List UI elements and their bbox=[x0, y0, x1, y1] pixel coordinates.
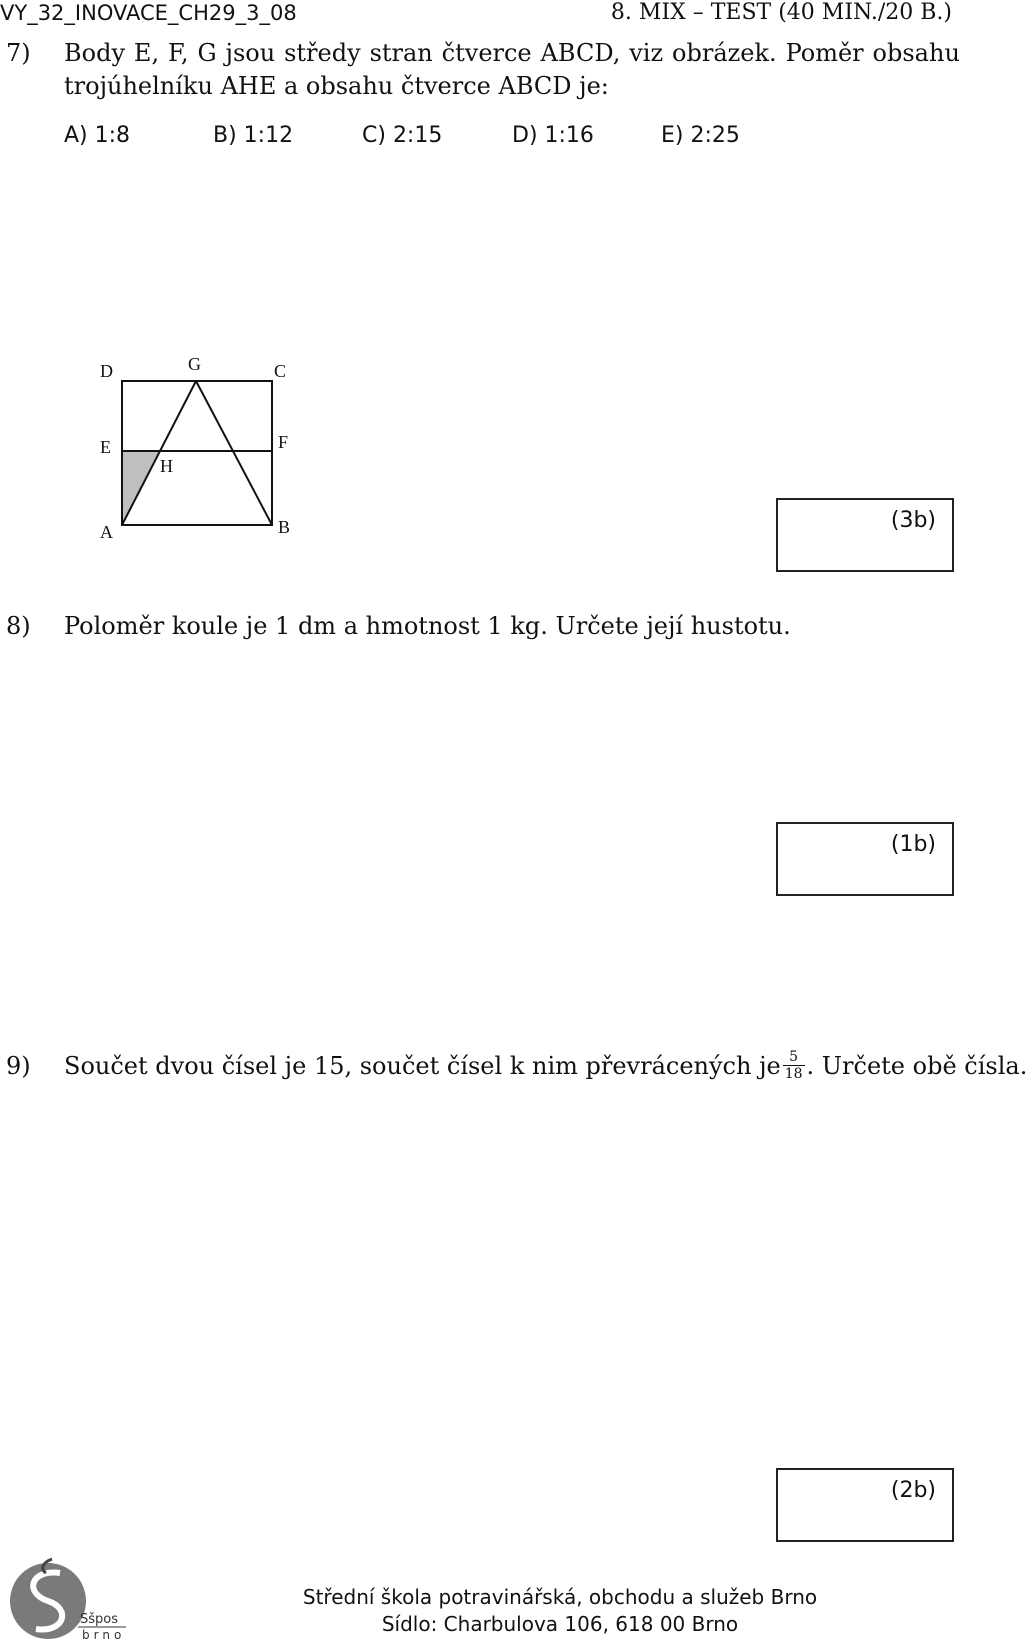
question-7-line-1 bbox=[64, 38, 960, 68]
word: obsahu bbox=[872, 39, 960, 67]
question-8-number: 8) bbox=[6, 612, 31, 640]
word: stran bbox=[369, 39, 433, 67]
label-c: C bbox=[274, 361, 287, 381]
square-figure bbox=[0, 170, 320, 542]
question-9-number: 9) bbox=[6, 1052, 31, 1080]
word: viz bbox=[629, 39, 664, 67]
question-9-text-before: Součet dvou čísel je 15, součet čísel k nim převrácených je bbox=[64, 1052, 781, 1080]
footer bbox=[0, 1584, 960, 1638]
label-a: A bbox=[100, 522, 113, 542]
score-q9: (2b) bbox=[890, 1478, 936, 1503]
question-7-number: 7) bbox=[6, 39, 31, 67]
logo-text-bottom: brno bbox=[82, 1628, 126, 1641]
option-e: E) 2:25 bbox=[661, 123, 740, 148]
word: E, bbox=[133, 39, 160, 67]
word: jsou bbox=[225, 39, 276, 67]
word: čtverce bbox=[441, 39, 532, 67]
test-info: 8. MIX – TEST (40 MIN./20 B.) bbox=[610, 0, 952, 25]
option-b: B) 1:12 bbox=[213, 123, 294, 148]
logo-text-top: Sšpos bbox=[80, 1612, 119, 1627]
question-8-text: Poloměr koule je 1 dm a hmotnost 1 kg. Určete její hustotu. bbox=[64, 612, 791, 640]
fraction-numerator: 5 bbox=[783, 1049, 805, 1066]
label-d: D bbox=[100, 361, 113, 381]
word: středy bbox=[284, 39, 361, 67]
question-9-text-after: . Určete obě čísla. bbox=[806, 1052, 1027, 1080]
segment-gb bbox=[196, 381, 272, 525]
label-b: B bbox=[278, 517, 291, 537]
question-7-line-2: trojúhelníku AHE a obsahu čtverce ABCD je: bbox=[64, 72, 609, 100]
label-e: E bbox=[100, 437, 111, 457]
option-c: C) 2:15 bbox=[362, 123, 443, 148]
document-code: VY_32_INOVACE_CH29_3_08 bbox=[0, 1, 297, 25]
footer-school-name: Střední škola potravinářská, obchodu a služeb Brno bbox=[302, 1585, 818, 1609]
option-d: D) 1:16 bbox=[512, 123, 594, 148]
word: Poměr bbox=[785, 39, 864, 67]
score-q8: (1b) bbox=[890, 832, 936, 857]
word: obrázek. bbox=[672, 39, 777, 67]
word: G bbox=[197, 39, 217, 67]
footer-address: Sídlo: Charbulova 106, 618 00 Brno bbox=[381, 1612, 739, 1636]
question-9-text bbox=[64, 1051, 1027, 1084]
option-a: A) 1:8 bbox=[64, 123, 131, 148]
label-f: F bbox=[278, 432, 289, 452]
score-box-q9 bbox=[776, 1468, 954, 1542]
score-box-q7 bbox=[776, 498, 954, 572]
label-g: G bbox=[188, 354, 201, 374]
word: Body bbox=[64, 39, 126, 67]
score-box-q8 bbox=[776, 822, 954, 896]
fraction-denominator: 18 bbox=[784, 1066, 803, 1082]
score-q7: (3b) bbox=[890, 508, 936, 533]
fraction bbox=[783, 1049, 805, 1082]
word: ABCD, bbox=[540, 39, 621, 67]
label-h: H bbox=[160, 456, 173, 476]
word: F, bbox=[167, 39, 189, 67]
